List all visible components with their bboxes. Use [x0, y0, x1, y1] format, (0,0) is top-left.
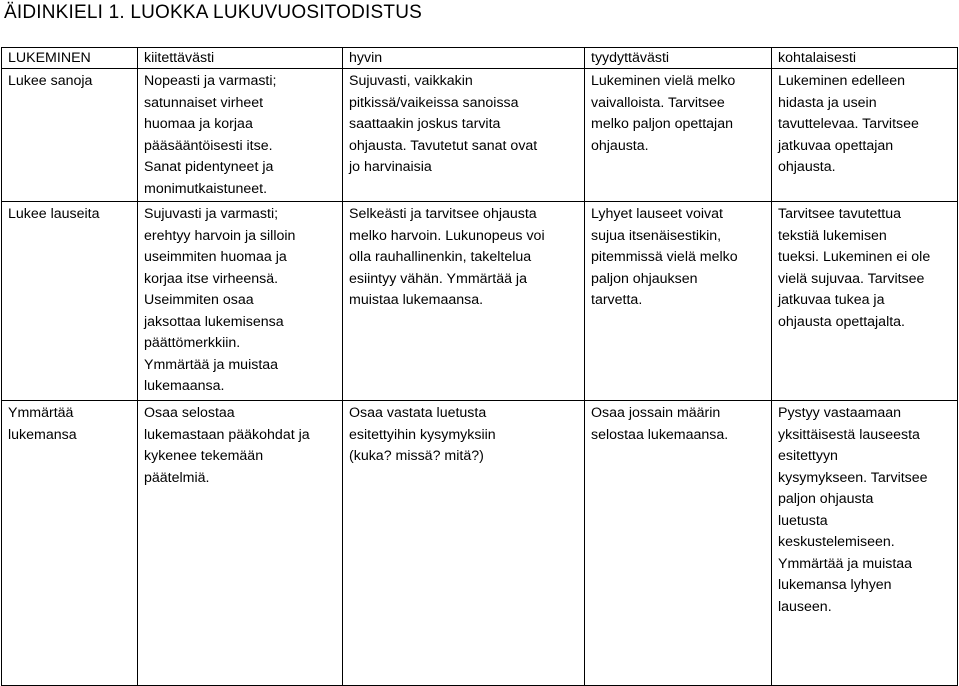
report-card-table — [1, 47, 958, 686]
table-row-reads-words — [2, 69, 958, 202]
header-grade-good: hyvin — [343, 48, 585, 69]
header-row — [2, 48, 958, 69]
table-cell: Tarvitsee tavutettua tekstiä lukemisen tueksi. Lukeminen ei ole vielä sujuvaa. Tarvitsee jatkuvaa tukea ja ohjausta opettajalta. — [772, 202, 958, 401]
table-cell: Lyhyet lauseet voivat sujua itsenäisestikin, pitemmissä vielä melko paljon ohjauksen tarvetta. — [585, 202, 772, 401]
table-row-comprehension — [2, 401, 958, 686]
header-grade-fair: kohtalaisesti — [772, 48, 958, 69]
table-cell: Nopeasti ja varmasti; satunnaiset virheet huomaa ja korjaa pääsääntöisesti itse. Sanat pidentyneet ja monimutkaistuneet. — [138, 69, 343, 202]
row-label: Ymmärtää lukemansa — [2, 401, 138, 686]
table-cell: Osaa vastata luetusta esitettyihin kysymyksiin (kuka? missä? mitä?) — [343, 401, 585, 686]
table-cell: Sujuvasti ja varmasti; erehtyy harvoin ja silloin useimmiten huomaa ja korjaa itse virheensä. Useimmiten osaa jaksottaa lukemisensa päättömerkkiin. Ymmärtää ja muistaa lukemaansa. — [138, 202, 343, 401]
table-cell: Osaa selostaa lukemastaan pääkohdat ja kykenee tekemään päätelmiä. — [138, 401, 343, 686]
header-grade-satisfactory: tyydyttävästi — [585, 48, 772, 69]
table-cell: Osaa jossain määrin selostaa lukemaansa. — [585, 401, 772, 686]
row-label: Lukee lauseita — [2, 202, 138, 401]
table-cell: Lukeminen vielä melko vaivalloista. Tarvitsee melko paljon opettajan ohjausta. — [585, 69, 772, 202]
row-label: Lukee sanoja — [2, 69, 138, 202]
table-cell: Sujuvasti, vaikkakin pitkissä/vaikeissa sanoissa saattaakin joskus tarvita ohjausta. Tavutetut sanat ovat jo harvinaisia — [343, 69, 585, 202]
table-cell: Pystyy vastaamaan yksittäisestä lauseesta esitettyyn kysymykseen. Tarvitsee paljon ohjausta luetusta keskustelemiseen. Ymmärtää ja muistaa lukemansa lyhyen lauseen. — [772, 401, 958, 686]
header-category: LUKEMINEN — [2, 48, 138, 69]
table-cell: Selkeästi ja tarvitsee ohjausta melko harvoin. Lukunopeus voi olla rauhallinenkin, takeltelua esiintyy vähän. Ymmärtää ja muistaa lukemaansa. — [343, 202, 585, 401]
header-grade-excellent: kiitettävästi — [138, 48, 343, 69]
document-title: ÄIDINKIELI 1. LUOKKA LUKUVUOSITODISTUS — [4, 2, 422, 23]
table-cell: Lukeminen edelleen hidasta ja usein tavuttelevaa. Tarvitsee jatkuvaa opettajan ohjausta. — [772, 69, 958, 202]
table-row-reads-sentences — [2, 202, 958, 401]
